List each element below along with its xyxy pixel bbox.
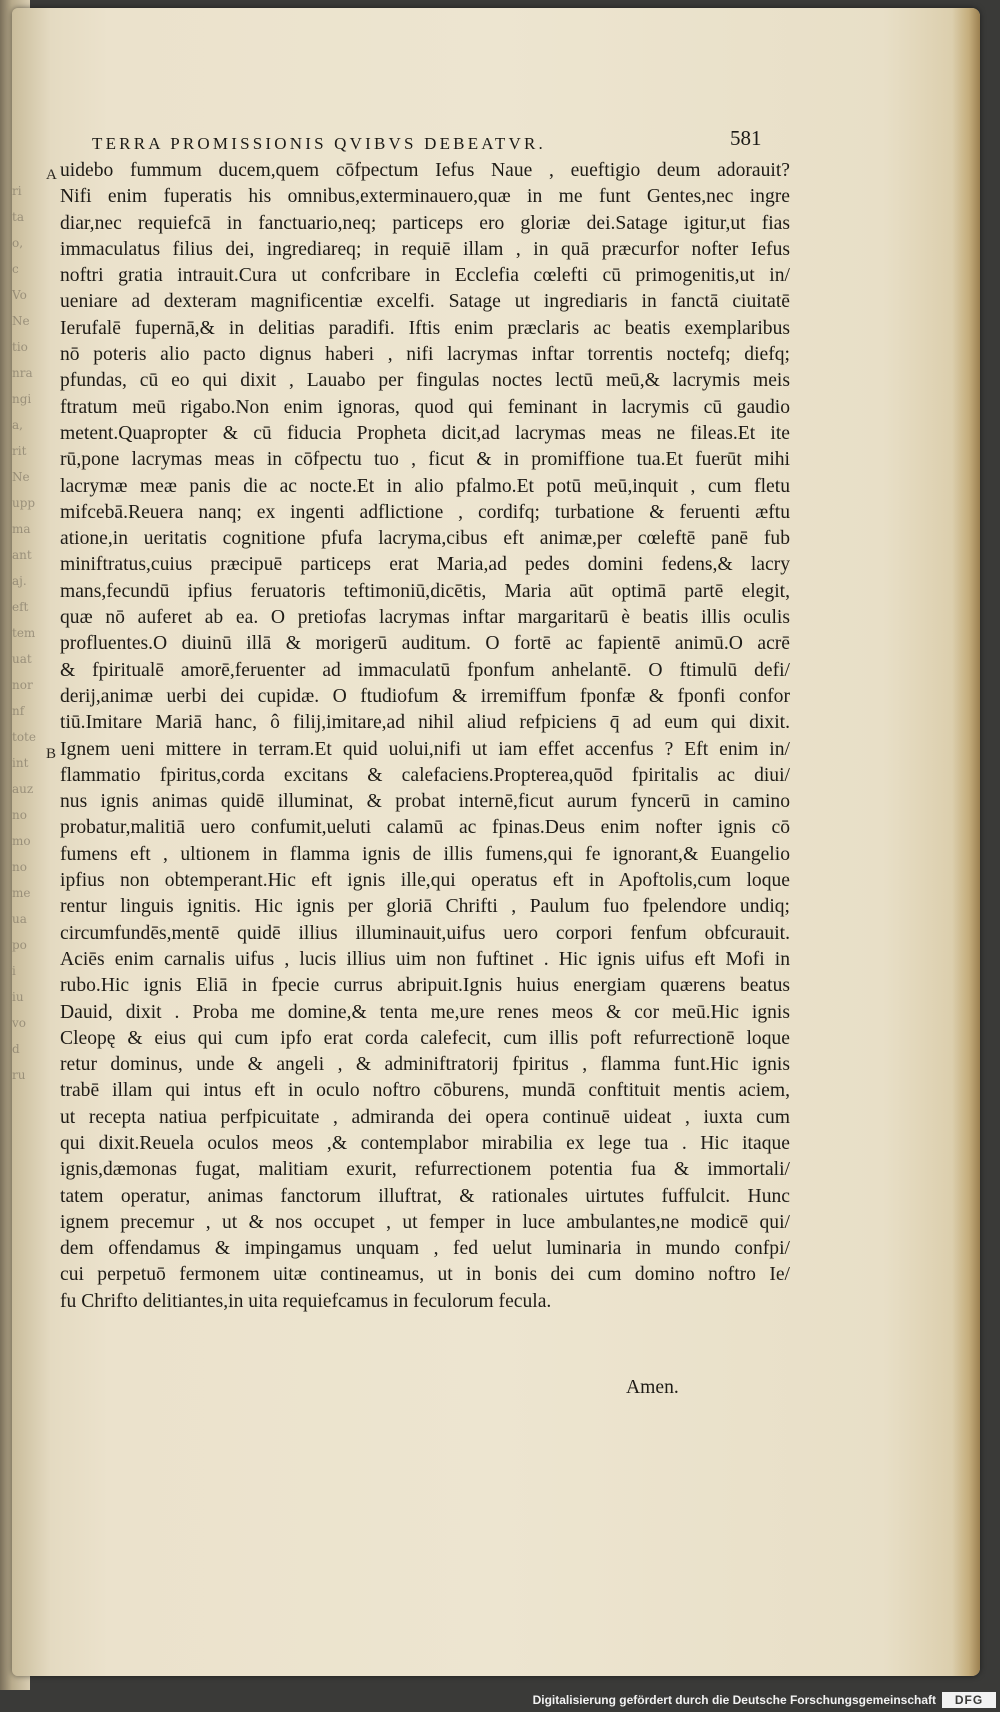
bleed-fragment: me	[12, 886, 31, 900]
text-line: quæ nō auferet ab ea. O pretiofas lacrymas inftar margaritarū è beatis illis oculis	[60, 607, 790, 629]
text-line: rū,pone lacrymas meas in cōfpectu tuo , ficut & in promiffione tua.Et fuerūt mihi	[60, 449, 790, 471]
bleed-fragment: nra	[12, 366, 33, 380]
text-line: lacrymæ meæ panis die ac nocte.Et in alio pfalmo.Et potū meū,inquit , cum fletu	[60, 475, 790, 497]
bleed-fragment: ta	[12, 210, 24, 224]
page-number: 581	[730, 126, 762, 150]
bleed-fragment: no	[12, 808, 27, 822]
bleed-fragment: ngi	[12, 392, 32, 406]
bleed-fragment: uat	[12, 652, 32, 666]
text-line: diar,nec requiefcā in fanctuario,neq; particeps ero gloriæ dei.Satage igitur,ut fias	[60, 212, 790, 234]
text-line: ftratum meū rigabo.Non enim ignoras, quod qui feminant in lacrymis cū gaudio	[60, 396, 790, 418]
text-line: metent.Quapropter & cū fiducia Propheta dicit,ad lacrymas meas ne fileas.Et ite	[60, 422, 790, 444]
text-line: dem offendamus & impingamus unquam , fed uelut luminaria in mundo confpi/	[60, 1238, 790, 1260]
text-line: ut recepta natiua perfpicuitate , admiranda dei opera continuē uideat , iuxta cum	[60, 1106, 790, 1128]
bleed-fragment: Ne	[12, 314, 30, 328]
text-line: ignis,dæmonas fugat, malitiam exurit, refurrectionem potentia fua & immortali/	[60, 1159, 790, 1181]
text-line: retur dominus, unde & angeli , & adminiftratorij fpiritus , flamma funt.Hic ignis	[60, 1054, 790, 1076]
text-line: & fpiritualē amorē,feruenter ad immaculatū fponfum anhelantē. O ftimulū defi/	[60, 659, 790, 681]
bleed-fragment: o,	[12, 236, 24, 250]
text-line: rubo.Hic ignis Eliā in fpecie currus abripuit.Ignis huius energiam quærens beatus	[60, 975, 790, 997]
bleed-fragment: ant	[12, 548, 32, 562]
text-line: profluentes.O diuinū illā & morigerū auditum. O fortē ac fapientē animū.O acrē	[60, 633, 790, 655]
text-line: uidebo fummum ducem,quem cōfpectum Iefus Naue , eueftigio deum adorauit?	[60, 160, 790, 181]
text-line: qui dixit.Reuela oculos meos ,& contemplabor mirabilia ex lege tua . Hic itaque	[60, 1132, 790, 1154]
bleed-fragment: tem	[12, 626, 36, 640]
text-line: Cleopę & eius qui cum ipfo erat corda calefecit, cum illis poft refurrectionē loque	[60, 1027, 790, 1049]
footer-bar	[0, 1690, 1000, 1712]
bleed-fragment: Vo	[12, 288, 27, 302]
dfg-logo: DFG	[942, 1692, 996, 1708]
text-line: miniftratus,cuius præcipuē particeps erat Maria,ad pedes domini fedens,& lacry	[60, 554, 790, 576]
bleed-fragment: c	[12, 262, 19, 276]
text-line: Ignem ueni mittere in terram.Et quid uolui,nifi ut iam effet accenfus ? Eft enim in/	[60, 738, 790, 760]
text-line: ipfius non obtemperant.Hic eft ignis ille,qui operatus eft in Apoftolis,cum loque	[60, 870, 790, 892]
text-line: rentur linguis ignitis. Hic ignis per gloriā Chrifti , Paulum fuo fpelendore undiq;	[60, 896, 790, 918]
text-line: probatur,malitiā uero confumit,ueluti calamū ac fpinas.Deus enim nofter ignis cō	[60, 817, 790, 839]
facing-page-bleed-through	[12, 178, 46, 1088]
text-line: tiū.Imitare Mariā hanc, ô filij,imitare,ad nihil aliud refpiciens q̄ ad eum qui dixit.	[60, 712, 790, 734]
text-line: ignem precemur , ut & nos occupet , ut femper in luce ambulantes,ne modicē qui/	[60, 1211, 790, 1233]
text-line: pfundas, cū eo qui dixit , Lauabo per fingulas noctes lectū meū,& lacrymis meis	[60, 370, 790, 392]
text-line: immaculatus filius dei, ingrediareq; in requiē illam , in quā præcurfor nofter Iefus	[60, 238, 790, 260]
text-line: nus ignis animas quidē illuminat, & probat internē,ficut aurum fyncerū in camino	[60, 791, 790, 813]
text-line: circumfundēs,mentē quidē illius illuminauit,uifus uero corpori fenfum obfcurauit.	[60, 922, 790, 944]
bleed-fragment: tio	[12, 340, 28, 354]
bleed-fragment: eft	[12, 600, 29, 614]
bleed-fragment: ua	[12, 912, 27, 926]
bleed-fragment: vo	[12, 1016, 27, 1030]
bleed-fragment: ru	[12, 1068, 26, 1082]
bleed-fragment: mo	[12, 834, 31, 848]
bleed-fragment: tote	[12, 730, 36, 744]
text-line: tatem operatur, animas fanctorum illuftrat, & rationales uirtutes fuffulcit. Hunc	[60, 1185, 790, 1207]
text-line: derij,animæ uerbi dei cupidæ. O ftudiofum & irremiffum fponfæ & fponfi confor	[60, 685, 790, 707]
marginal-letter-b: B	[46, 745, 57, 762]
bleed-fragment: po	[12, 938, 27, 952]
bleed-fragment: no	[12, 860, 27, 874]
text-line: noftri gratia intrauit.Cura ut confcribare in Ecclefia cœlefti cū primogenitis,ut in/	[60, 265, 790, 287]
text-line: mans,fecundū ipfius feruatoris teftimoniū,dicētis, Maria aūt optimā partē elegit,	[60, 580, 790, 602]
text-line: fu Chrifto delitiantes,in uita requiefcamus in feculorum fecula.	[60, 1290, 552, 1312]
text-line: Nifi enim fuperatis his omnibus,exterminauero,quæ in me funt Gentes,nec ingre	[60, 186, 790, 208]
bleed-fragment: auz	[12, 782, 34, 796]
bleed-fragment: Ne	[12, 470, 30, 484]
text-line: Dauid, dixit . Proba me domine,& tenta me,ure renes meos & cor meū.Hic ignis	[60, 1001, 790, 1023]
bleed-fragment: ma	[12, 522, 31, 536]
text-line: ueniare ad dexteram magnificentiæ excelfi. Satage ut ingrediaris in fanctā ciuitatē	[60, 291, 790, 313]
bleed-fragment: nf	[12, 704, 25, 718]
bleed-fragment: nor	[12, 678, 33, 692]
bleed-fragment: upp	[12, 496, 36, 510]
text-line: nō poteris alio pacto dignus haberi , nifi lacrymas inftar torrentis noctefq; diefq;	[60, 344, 790, 366]
marginal-letter-a: A	[46, 167, 57, 183]
bleed-fragment: aj.	[12, 574, 27, 588]
page-edge	[952, 8, 980, 1676]
text-line: flammatio fpiritus,corda excitans & calefaciens.Propterea,quōd fpiritalis ac diui/	[60, 764, 790, 786]
text-line: fumens eft , ultionem in flamma ignis de illis fumens,qui fe ignorant,& Euangelio	[60, 843, 790, 865]
bleed-fragment: rit	[12, 444, 27, 458]
text-line: Ierufalē fupernā,& in delitias paradifi. Iftis enim præclaris ac beatis exemplaribus	[60, 317, 790, 339]
text-line: atione,in ueritatis cognitione pfufa lacryma,cibus eft animæ,per cœleftē panē fub	[60, 528, 790, 550]
closing-amen: Amen.	[626, 1377, 679, 1398]
book-page	[12, 8, 980, 1676]
text-line: trabē illam qui intus eft in oculo noftro cōburens, mundā conftituit mentis aciem,	[60, 1080, 790, 1102]
text-line: Aciēs enim carnalis uifus , lucis illius uim non fuftinet . Hic ignis uifus eft Mofi in	[60, 948, 790, 970]
text-line: cui perpetuō fermonem uitæ contineamus, ut in bonis dei cum domino noftro Ie/	[60, 1264, 790, 1286]
text-line: mifcebā.Reuera nanq; ex ingenti adflictione , cordifq; turbatione & feruenti æftu	[60, 501, 790, 523]
bleed-fragment: int	[12, 756, 29, 770]
bleed-fragment: d	[12, 1042, 20, 1056]
running-head: TERRA PROMISSIONIS QVIBVS DEBEATVR.	[92, 134, 546, 153]
bleed-fragment: ri	[12, 184, 22, 198]
footer-credit: Digitalisierung gefördert durch die Deutsche Forschungsgemeinschaft	[532, 1693, 936, 1707]
bleed-fragment: a,	[12, 418, 23, 432]
bleed-fragment: iu	[12, 990, 24, 1004]
bleed-fragment: i	[12, 964, 16, 978]
body-text	[46, 158, 790, 1315]
